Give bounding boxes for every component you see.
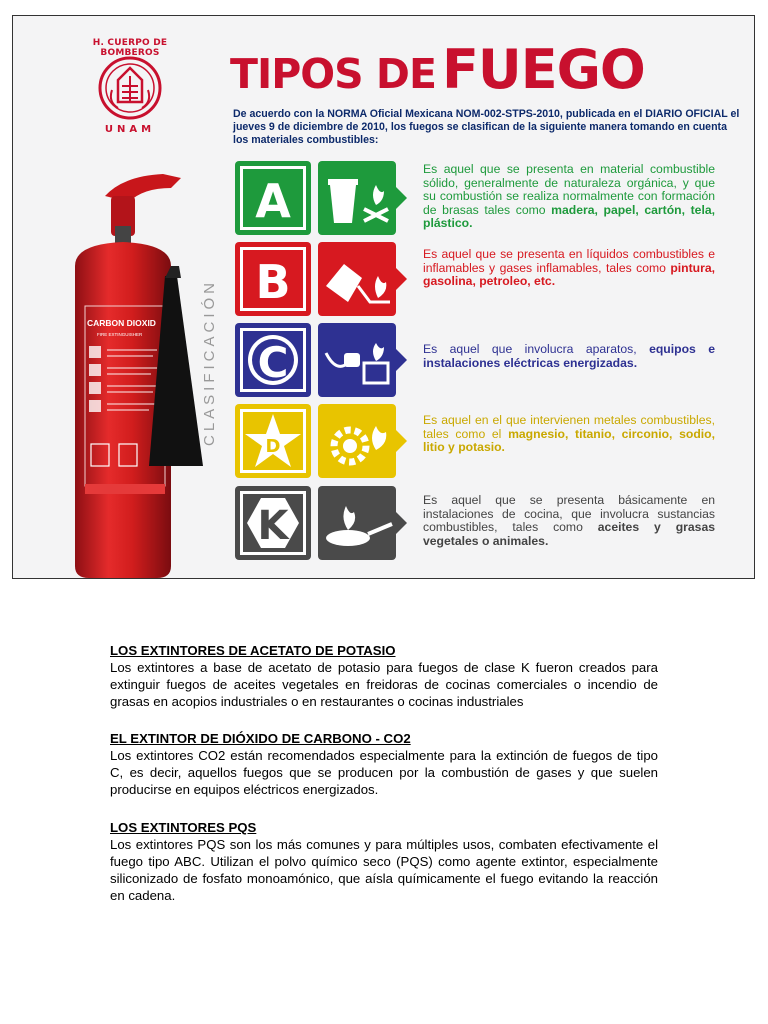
extinguisher-label-text: CARBON DIOXID [87, 318, 156, 328]
section-body: Los extintores PQS son los más comunes y para múltiples usos, combaten efectivamente el fuego tipo ABC. Utilizan el polvo químico seco (PQS) como agente extintor, especialmente siliconizado de fosfato monoamónico, que aísla químicamente el fuego evitando la reacción en cadena. [110, 837, 658, 903]
fire-class-row-b [233, 242, 743, 318]
class-b-letter: B [255, 255, 291, 309]
class-k-letter: K [257, 503, 289, 549]
extinguisher-sublabel-text: FIRE EXTINGUISHER [97, 332, 143, 337]
seal-top-text: H. CUERPO DE BOMBEROS [92, 38, 168, 58]
section-heading: LOS EXTINTORES PQS [110, 820, 257, 835]
metal-gear-fire-icon [318, 404, 396, 478]
electric-plug-fire-icon [318, 323, 396, 397]
class-a-description: Es aquel que se presenta en material combustible sólido, generalmente de naturaleza orgánica, y que su combustión se realiza normalmente con formación de brasas tales como madera, papel, cartón, tela, plástico. [423, 162, 715, 230]
section-heading: LOS EXTINTORES DE ACETATO DE POTASIO [110, 643, 396, 658]
class-k-badge [235, 486, 311, 560]
class-d-icon-box [318, 404, 396, 478]
frying-pan-fire-icon [318, 486, 396, 560]
seal-emblem-icon [94, 50, 166, 122]
class-b-description: Es aquel que se presenta en líquidos combustibles e inflamables y gases inflamables, tales como pintura, gasolina, petroleo, etc. [423, 247, 715, 288]
section-heading: EL EXTINTOR DE DIÓXIDO DE CARBONO - CO2 [110, 731, 411, 746]
class-d-letter: D [265, 436, 281, 457]
class-d-badge [235, 404, 311, 478]
bomberos-unam-seal [75, 38, 185, 142]
poster-title-part2: FUEGO [441, 38, 645, 101]
class-d-description: Es aquel en el que intervienen metales combustibles, tales como el magnesio, titanio, circonio, sodio, litio y potasio. [423, 413, 715, 454]
section-co2 [110, 730, 658, 798]
fire-class-row-k [233, 486, 743, 562]
seal-bottom-text: UNAM [104, 124, 156, 135]
section-body: Los extintores CO2 están recomendados especialmente para la extinción de fuegos de tipo C, es decir, aquellos fuegos que se producen por la combustión de gases y que suelen producirse en equipos eléctricos energizados. [110, 748, 658, 797]
class-k-icon-box [318, 486, 396, 560]
poster-intro: De acuerdo con la NORMA Oficial Mexicana NOM-002-STPS-2010, publicada en el DIARIO OFICIAL el jueves 9 de diciembre de 2010, los fuegos se clasifican de la siguiente manera tomando en cuenta los materiales combustibles: [233, 108, 740, 146]
poster-title-part1: TIPOS DE [230, 50, 436, 98]
fuel-can-fire-icon [318, 242, 396, 316]
class-a-icon-box [318, 161, 396, 235]
co2-extinguisher-illustration [53, 166, 213, 579]
section-body: Los extintores a base de acetato de potasio para fuegos de clase K fueron creados para extinguir fuegos de aceites vegetales en freidoras de cocinas comerciales o incendio de grasas en acopios industriales o en restaurantes o cocinas industriales [110, 660, 658, 709]
fire-class-row-c [233, 323, 743, 399]
class-c-icon-box [318, 323, 396, 397]
section-pqs [110, 819, 658, 904]
class-a-letter: A [255, 174, 291, 228]
class-b-icon-box [318, 242, 396, 316]
trash-wood-fire-icon [318, 161, 396, 235]
class-k-description: Es aquel que se presenta básicamente en instalaciones de cocina, que involucra sustancias combustibles, tales como aceites y grasas vegetales o animales. [423, 493, 716, 548]
class-c-description: Es aquel que involucra aparatos, equipos e instalaciones eléctricas energizadas. [423, 342, 715, 370]
class-b-badge [235, 242, 311, 316]
fire-types-infographic [12, 15, 755, 579]
class-c-letter: C [257, 338, 289, 387]
poster-title [230, 38, 645, 100]
fire-class-row-d [233, 404, 743, 480]
section-acetato-potasio [110, 642, 658, 710]
fire-class-row-a [233, 161, 743, 237]
class-c-badge [235, 323, 311, 397]
classification-side-label: CLASIFICACIÓN [201, 278, 218, 446]
class-a-badge [235, 161, 311, 235]
